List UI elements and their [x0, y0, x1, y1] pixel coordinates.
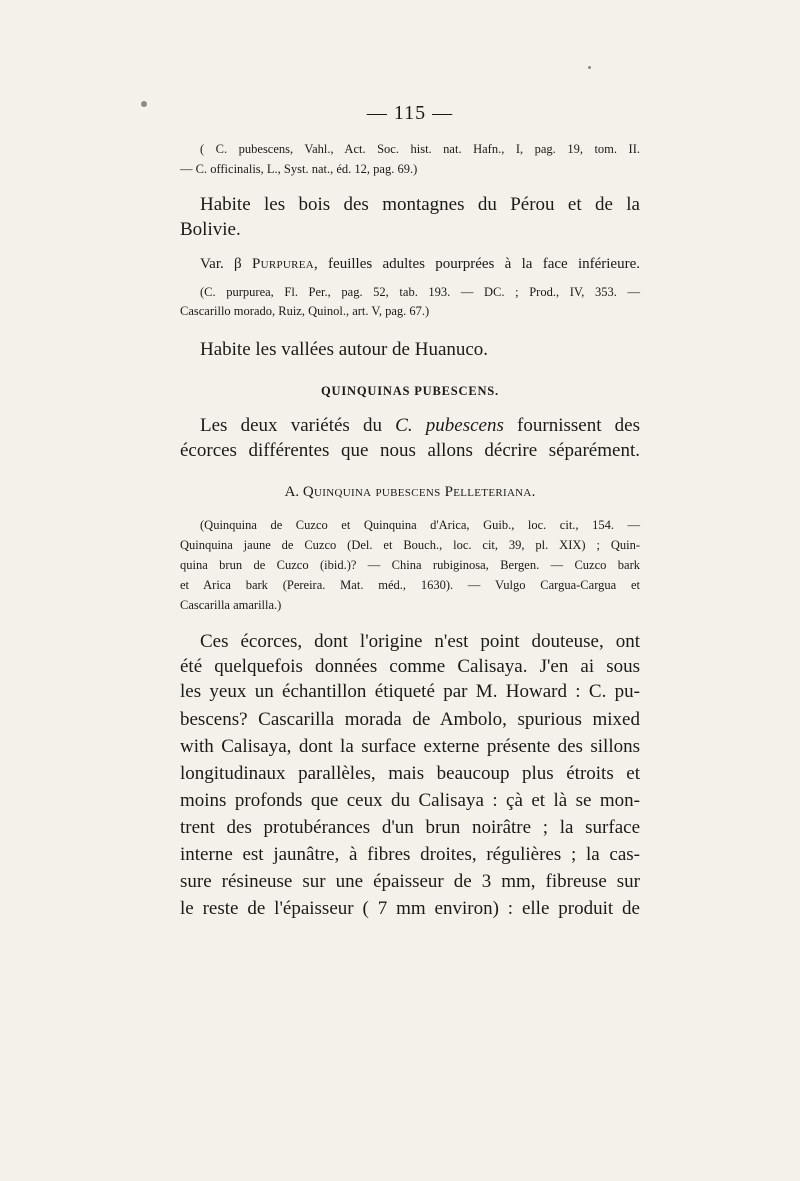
citation-line: (Quinquina de Cuzco et Quinquina d'Arica, Guib., loc. cit., 154. —: [200, 518, 640, 532]
citation-line: Cascarilla amarilla.): [180, 598, 282, 612]
paper-speck: [588, 66, 591, 69]
body-line: sure résineuse sur une épaisseur de 3 mm, fibreuse sur: [180, 871, 640, 892]
variety-name: Purpurea: [251, 256, 315, 272]
body-line: été quelquefois données comme Calisaya. J'en ai sous: [180, 656, 640, 677]
body-line: Habite les bois des montagnes du Pérou et de la: [200, 194, 640, 215]
citation-line: quina brun de Cuzco (ibid.)? — China rubiginosa, Bergen. — Cuzco bark: [180, 558, 640, 572]
body-line: bescens? Cascarilla morada de Ambolo, spurious mixed: [180, 709, 640, 730]
citation-line: Quinquina jaune de Cuzco (Del. et Bouch., loc. cit, 39, pl. XIX) ; Quin-: [180, 538, 640, 552]
citation-line: Cascarillo morado, Ruiz, Quinol., art. V, pag. 67.): [180, 304, 430, 318]
body-line: les yeux un échantillon étiqueté par M. Howard : C. pu-: [180, 681, 640, 702]
variety-line: [180, 256, 640, 273]
body-line: écorces différentes que nous allons décrire séparément.: [180, 440, 640, 461]
body-line: Ces écorces, dont l'origine n'est point douteuse, ont: [200, 631, 640, 652]
body-line: trent des protubérances d'un brun noirâtre ; la surface: [180, 817, 640, 838]
paper-speck: [141, 101, 147, 107]
body-line: le reste de l'épaisseur ( 7 mm environ) : elle produit de: [180, 898, 640, 919]
variety-description: , feuilles adultes pourprées à la face inférieure.: [314, 256, 640, 272]
body-line: interne est jaunâtre, à fibres droites, régulières ; la cas-: [180, 844, 640, 865]
page-number: — 115 —: [366, 102, 454, 124]
citation-line: et Arica bark (Pereira. Mat. méd., 1630). — Vulgo Cargua-Cargua et: [180, 578, 640, 592]
body-line: with Calisaya, dont la surface externe présente des sillons: [180, 736, 640, 757]
variety-label: Var. β: [200, 256, 252, 272]
species-name: C. pubescens: [395, 415, 504, 436]
body-line: longitudinaux parallèles, mais beaucoup plus étroits et: [180, 763, 640, 784]
body-line: moins profonds que ceux du Calisaya : çà et là se mon-: [180, 790, 640, 811]
body-line: Habite les vallées autour de Huanuco.: [200, 339, 489, 360]
citation-line: ( C. pubescens, Vahl., Act. Soc. hist. nat. Hafn., I, pag. 19, tom. II.: [200, 142, 640, 156]
section-heading: QUINQUINAS PUBESCENS.: [321, 384, 499, 398]
body-line: Les deux variétés du C. pubescens fournissent des: [200, 415, 640, 436]
citation-line: (C. purpurea, Fl. Per., pag. 52, tab. 193. — DC. ; Prod., IV, 353. —: [200, 285, 640, 299]
citation-line: — C. officinalis, L., Syst. nat., éd. 12, pag. 69.): [180, 162, 418, 176]
subsection-heading: A. Quinquina pubescens Pelleteriana.: [284, 484, 536, 500]
body-line: Bolivie.: [180, 219, 241, 240]
